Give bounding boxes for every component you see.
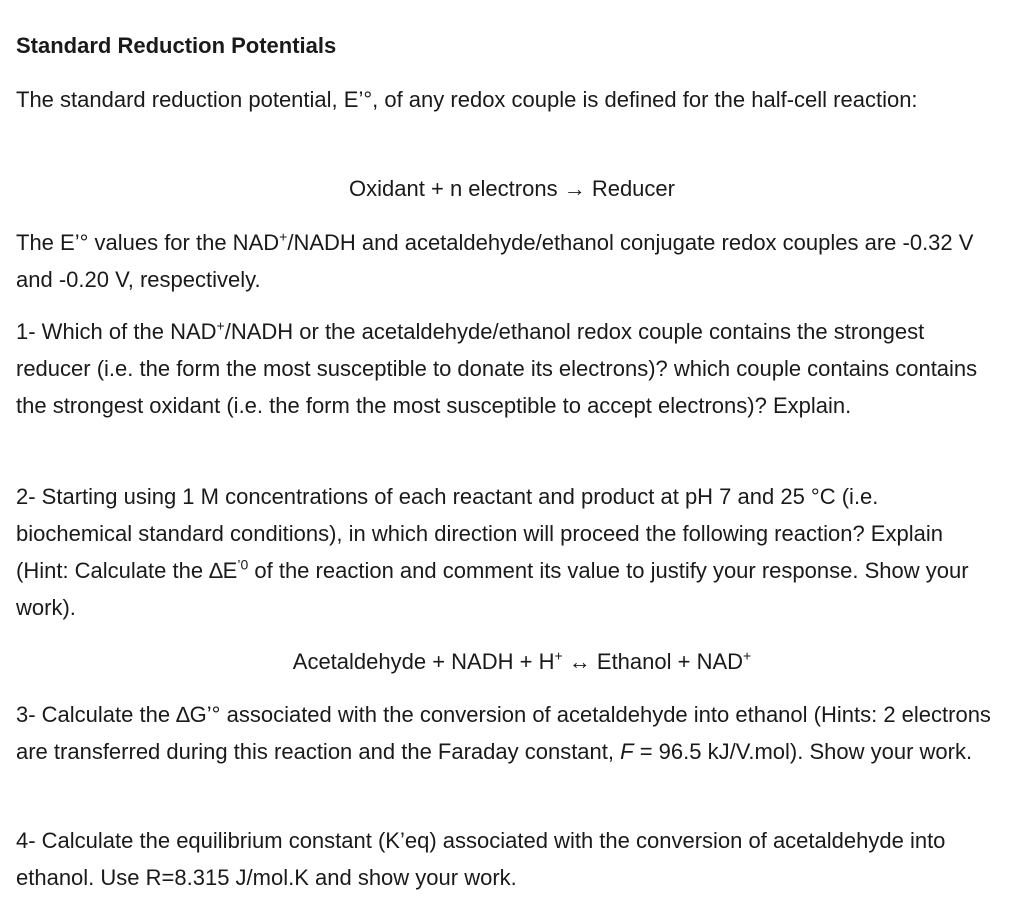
intro-paragraph: The standard reduction potential, E’°, of any redox couple is defined for the half-cell reaction: [16, 87, 918, 112]
oxidant-term: Oxidant [349, 176, 425, 201]
reaction-equation [0, 643, 1024, 680]
redox-values-paragraph [16, 224, 1012, 298]
q1-superscript: + [216, 317, 225, 334]
delta-symbol: ∆ [209, 558, 223, 583]
delta-e-symbol [209, 558, 248, 583]
faraday-symbol: F [620, 739, 634, 764]
g-symbol: G’° [189, 702, 221, 727]
e-symbol: E [222, 558, 238, 583]
electrons-term: n electrons [449, 176, 558, 201]
q3-text-post: = 96.5 kJ/V.mol). Show your work. [633, 739, 973, 764]
reaction-left-side: Acetaldehyde + NADH + H [292, 649, 555, 674]
q1-text-post: /NADH or the acetaldehyde/ethanol redox couple contains the strongest reducer (i.e. the form the most susceptible to donate its electrons)? which couple contains contains the strongest oxidant (i.e. the form the most susceptible to accept electrons)? Explain. [16, 319, 978, 418]
delta-symbol: ∆ [176, 702, 190, 727]
q2-text-post: of the reaction and comment its value to justify your response. Show your work). [16, 558, 969, 620]
question-4: 4- Calculate the equilibrium constant (K’eq) associated with the conversion of acetaldehyde into ethanol. Use R=8.315 J/mol.K and show your work. [16, 828, 946, 890]
plus-sign: + [430, 176, 444, 201]
values-text-pre: The E’° values for the NAD [16, 230, 280, 255]
nad-charge: + [743, 647, 752, 664]
question-1 [16, 313, 1004, 424]
values-superscript: + [279, 228, 288, 245]
q3-text-pre: 3- Calculate the [16, 702, 177, 727]
reducer-term: Reducer [591, 176, 675, 201]
q2-superscript: ’0 [237, 556, 249, 573]
page-title: Standard Reduction Potentials [16, 33, 337, 58]
question-2 [16, 478, 994, 626]
half-cell-equation [0, 170, 1024, 207]
delta-g-symbol [176, 702, 220, 727]
reaction-arrow: → [563, 176, 586, 201]
q1-text-pre: 1- Which of the NAD [16, 319, 217, 344]
values-text-post: /NADH and acetaldehyde/ethanol conjugate redox couples are -0.32 V and -0.20 V, respectively. [16, 230, 974, 292]
q2-text-pre: 2- Starting using 1 M concentrations of each reactant and product at pH 7 and 25 °C (i.e. biochemical standard conditions), in which direction will proceed the following reaction? Explain (Hint: Calculate the [16, 484, 943, 583]
q3-text-mid: associated with the conversion of acetaldehyde into ethanol (Hints: 2 electrons are transferred during this reaction and the Faraday constant, [16, 702, 991, 764]
question-3 [16, 696, 1010, 770]
reaction-right-side: Ethanol + NAD [596, 649, 744, 674]
proton-charge: + [554, 647, 563, 664]
equilibrium-arrow: ↔ [562, 649, 597, 674]
